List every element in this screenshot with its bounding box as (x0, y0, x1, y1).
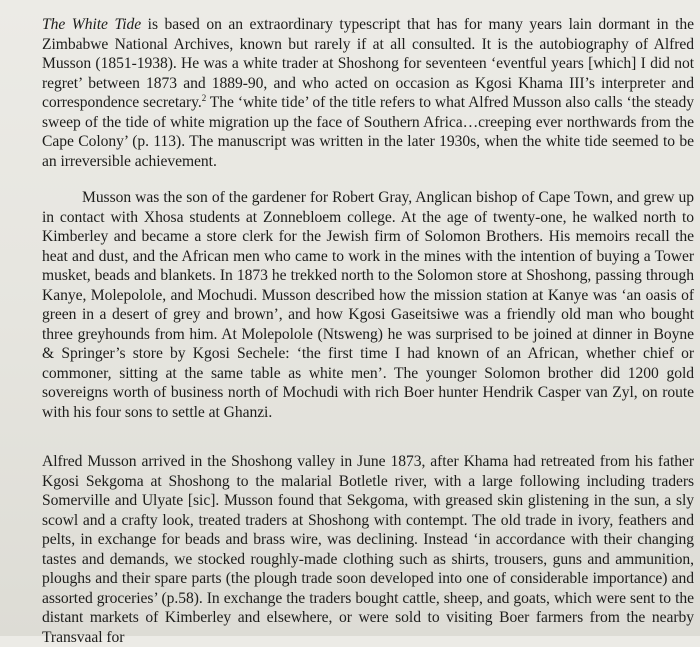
paragraph-intro (42, 15, 694, 171)
book-title: The White Tide (42, 16, 142, 33)
paragraph-intro-text: is based on an extraordinary typescript that has for many years lain dormant in the Zimbabwe National Archives, known but rarely if at all consulted. It is the autobiography of Alfred Musson (1851-1938). He was a white trader at Shoshong for seventeen ‘eventful years [which] I did not regret’ between 1873 and 1889-90, and who acted on occasion as Kgosi Khama III’s interpreter and correspondence secretary. (42, 16, 694, 111)
paragraph-musson-background: Musson was the son of the gardener for Robert Gray, Anglican bishop of Cape Town, and grew up in contact with Xhosa students at Zonnebloem college. At the age of twenty-one, he walked north to Kimberley and became a store clerk for the Jewish firm of Solomon Brothers. His memoirs recall the heat and dust, and the African men who came to work in the mines with the intention of buying a Tower musket, beads and blankets. In 1873 he trekked north to the Solomon store at Shoshong, passing through Kanye, Molepolole, and Mochudi. Musson described how the mission station at Kanye was ‘an oasis of green in a desert of grey and brown’, and how Kgosi Gaseitsiwe was a friendly old man who bought three greyhounds from him. At Molepolole (Ntsweng) he was surprised to be joined at dinner in Boyne & Springer’s store by Kgosi Sechele: ‘the first time I had known of an African, whether chief or commoner, sitting at the same table as white men’. The younger Solomon brother did 1200 gold sovereigns worth of business north of Mochudi with rich Boer hunter Hendrik Casper van Zyl, on route with his four sons to settle at Ghanzi. (42, 189, 694, 421)
paragraph-shoshong-arrival: Alfred Musson arrived in the Shoshong valley in June 1873, after Khama had retreated from his father Kgosi Sekgoma at Shoshong to the malarial Botletle river, with a large following including traders Somerville and Ulyate [sic]. Musson found that Sekgoma, with greased skin glistening in the sun, a sly scowl and a crafty look, treated traders at Shoshong with contempt. The old trade in ivory, feathers and pelts, in exchange for beads and brass wire, was declining. Instead ‘in accordance with their changing tastes and demands, we stocked roughly-made clothing such as shirts, trousers, guns and ammunition, ploughs and their spare parts (the plough trade soon developed into one of considerable importance) and assorted groceries’ (p.58). In exchange the traders bought cattle, sheep, and goats, which were sent to the distant markets of Kimberley and elsewhere, or were sold to visiting Boer farmers from the nearby Transvaal for (42, 453, 694, 646)
paragraph-intro-text-continued: The ‘white tide’ of the title refers to what Alfred Musson also calls ‘the steady sweep of the tide of white migration up the face of Southern Africa…creeping ever northwards from the Cape Colony’ (p. 113). The manuscript was written in the later 1930s, when the white tide seemed to be an irreversible achievement. (42, 94, 694, 170)
footnote-marker: 2 (201, 92, 207, 103)
